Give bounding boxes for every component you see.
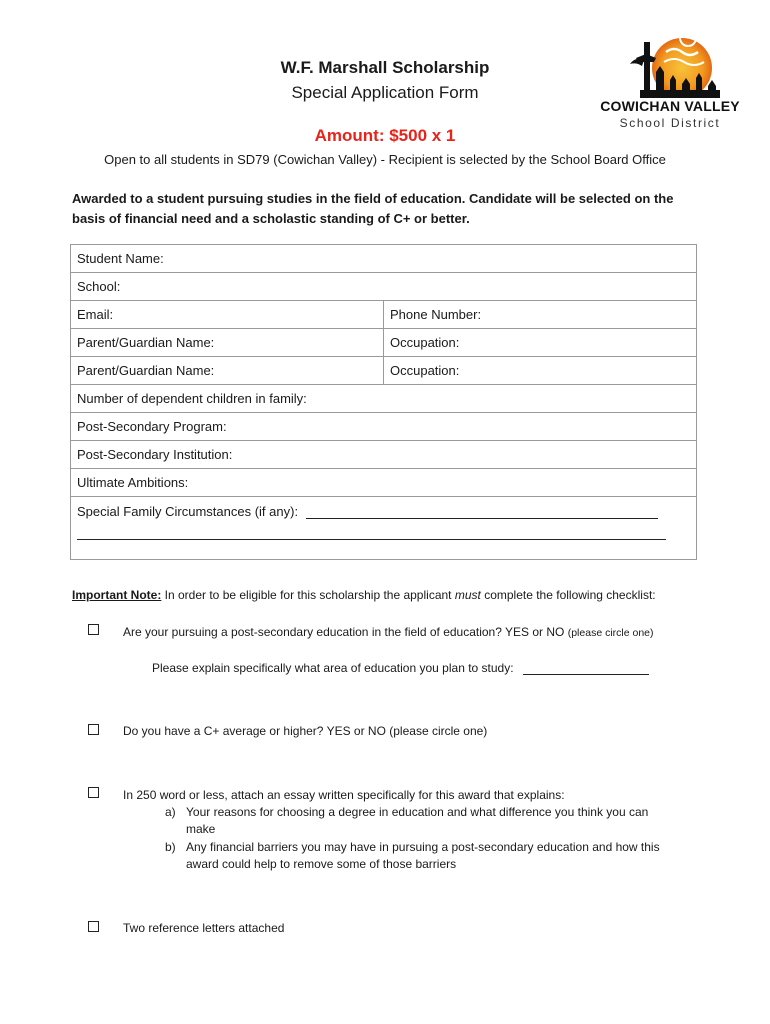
institution-label: Post-Secondary Institution:	[77, 447, 233, 462]
checklist-item-1-note: (please circle one)	[567, 627, 654, 639]
checklist-item-3-a-line-1: Your reasons for choosing a degree in education and what difference you think you can	[186, 805, 649, 819]
parent-guardian-2-label: Parent/Guardian Name:	[77, 363, 215, 378]
dependents-field[interactable]	[71, 385, 697, 413]
checklist-item-1-explain	[152, 660, 649, 675]
explain-label: Please explain specifically what area of education you plan to study:	[152, 661, 514, 675]
checklist-item-4: Two reference letters attached	[123, 921, 285, 935]
special-circumstances-field[interactable]	[71, 497, 697, 560]
ambitions-field[interactable]	[71, 469, 697, 497]
school-field[interactable]	[71, 273, 697, 301]
occupation-1-label: Occupation:	[390, 335, 460, 350]
student-name-label: Student Name:	[77, 251, 164, 266]
award-amount: Amount: $500 x 1	[314, 126, 456, 145]
logo-subtitle: School District	[619, 116, 721, 130]
checklist-item-3-b-line-1: Any financial barriers you may have in pursuing a post-secondary education and how this	[186, 840, 660, 854]
important-note	[72, 588, 712, 602]
special-circumstances-line[interactable]	[306, 504, 658, 519]
school-district-logo	[600, 34, 740, 134]
checkbox-education-field[interactable]	[88, 624, 99, 635]
logo-name: COWICHAN VALLEY	[600, 98, 740, 114]
page-title: W.F. Marshall Scholarship	[280, 58, 490, 77]
phone-field[interactable]	[384, 301, 697, 329]
explain-answer-line[interactable]	[523, 660, 649, 675]
email-label: Email:	[77, 307, 114, 322]
checkbox-essay[interactable]	[88, 787, 99, 798]
occupation-2-label: Occupation:	[390, 363, 460, 378]
student-name-field[interactable]	[71, 245, 697, 273]
important-note-label: Important Note:	[72, 588, 162, 602]
special-circumstances-label: Special Family Circumstances (if any):	[77, 504, 299, 519]
note-must: must	[454, 588, 481, 602]
checklist-item-1-text: Are your pursuing a post-secondary education in the field of education? YES or NO	[123, 625, 565, 639]
application-form-table	[70, 244, 697, 560]
eligibility-statement: Open to all students in SD79 (Cowichan Valley) - Recipient is selected by the School Board Office	[104, 152, 666, 167]
school-label: School:	[77, 279, 121, 294]
parent-guardian-2-field[interactable]	[71, 357, 384, 385]
checklist-item-3-a-line-2: make	[186, 822, 216, 836]
note-text-after: complete the following checklist:	[480, 588, 656, 602]
note-text-before: In order to be eligible for this scholarship the applicant	[161, 588, 455, 602]
occupation-1-field[interactable]	[384, 329, 697, 357]
checkbox-reference-letters[interactable]	[88, 921, 99, 932]
ambitions-label: Ultimate Ambitions:	[77, 475, 189, 490]
checkbox-c-plus-average[interactable]	[88, 724, 99, 735]
award-criteria: Awarded to a student pursuing studies in the field of education. Candidate will be selected on the basis of financial need and a scholastic standing of C+ or better.	[72, 191, 674, 226]
phone-label: Phone Number:	[390, 307, 482, 322]
special-circumstances-line-2[interactable]	[77, 525, 666, 540]
checklist-item-3-b-line-2: award could help to remove some of those barriers	[186, 857, 457, 871]
page-subtitle: Special Application Form	[291, 83, 479, 102]
checklist-item-3-a-marker: a)	[165, 805, 176, 819]
logo-sun-icon	[600, 34, 740, 98]
checklist-item-2: Do you have a C+ average or higher? YES or NO (please circle one)	[123, 724, 488, 738]
dependents-label: Number of dependent children in family:	[77, 391, 307, 406]
parent-guardian-1-label: Parent/Guardian Name:	[77, 335, 215, 350]
email-field[interactable]	[71, 301, 384, 329]
checklist-item-3-b-marker: b)	[165, 840, 176, 854]
occupation-2-field[interactable]	[384, 357, 697, 385]
program-label: Post-Secondary Program:	[77, 419, 227, 434]
parent-guardian-1-field[interactable]	[71, 329, 384, 357]
checklist-item-1	[123, 625, 654, 639]
institution-field[interactable]	[71, 441, 697, 469]
program-field[interactable]	[71, 413, 697, 441]
checklist-item-3: In 250 word or less, attach an essay written specifically for this award that explains:	[123, 788, 565, 802]
